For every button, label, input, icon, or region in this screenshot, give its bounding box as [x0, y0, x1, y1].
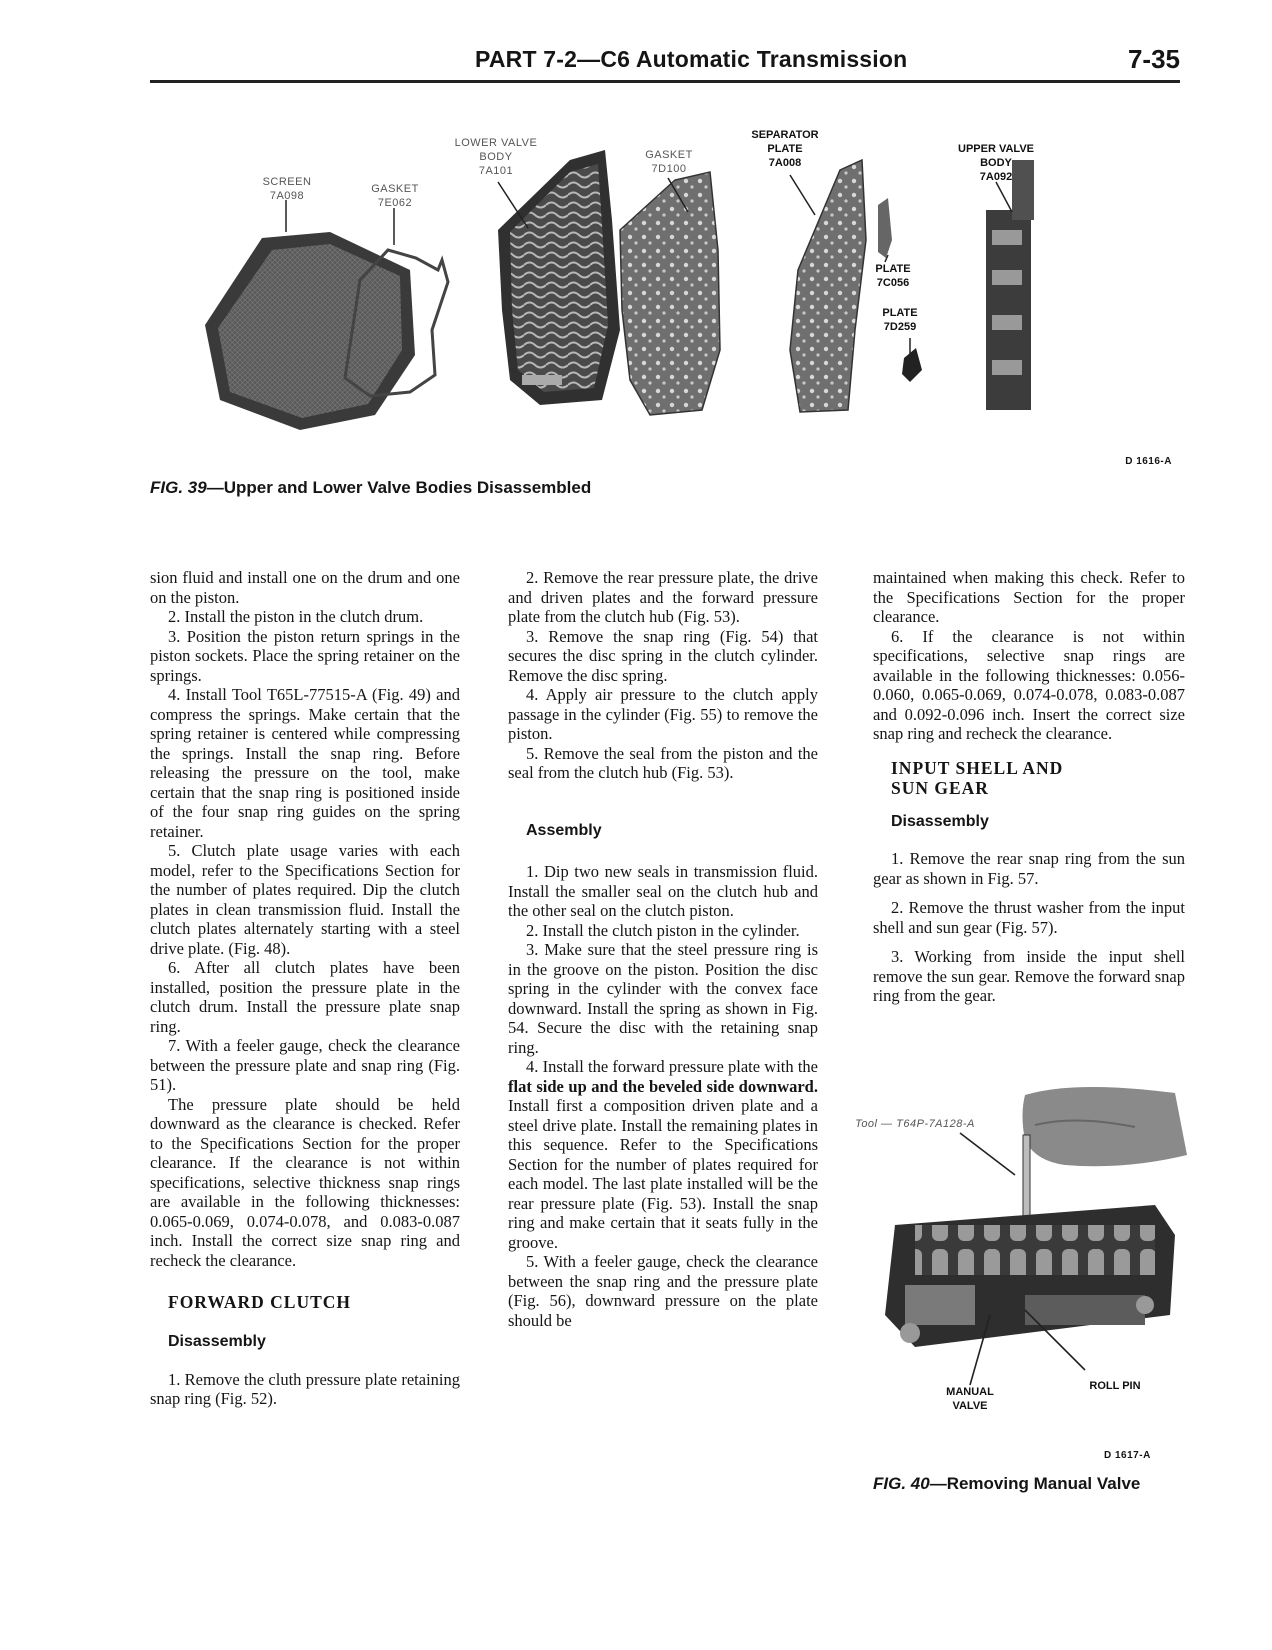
paragraph: 5. Clutch plate usage varies with each model, refer to the Specifications Section for the number of plates required. Dip the clutch plates in clean transmission fluid. Install the clutch plates alternately starting with a steel drive plate. (Fig. 48). [150, 841, 460, 958]
emphasis-text: flat side up and the beveled side downward. [508, 1076, 818, 1096]
figure-40-number: D 1617-A [1104, 1450, 1151, 1461]
paragraph: 3. Remove the snap ring (Fig. 54) that secures the disc spring in the clutch cylinder. Remove the disc spring. [508, 626, 818, 685]
subsection-heading-disassembly: Disassembly [168, 1333, 266, 1350]
paragraph-text: Install first a composition driven plate and a steel drive plate. Install the remaining plates in this sequence. Refer to the Specifications Section for the number of plates required for each model. The last plate installed will be the rear pressure plate (Fig. 53). Install the snap ring and make certain that it seats fully in the groove. [508, 1096, 818, 1252]
figure-39-caption-text: —Upper and Lower Valve Bodies Disassembled [206, 478, 592, 497]
paragraph: maintained when making this check. Refer to the Specifications Section for the proper clearance. [873, 568, 1185, 626]
paragraph: 3. Working from inside the input shell remove the sun gear. Remove the forward snap ring from the gear. [873, 947, 1185, 1005]
paragraph: 5. Remove the seal from the piston and the seal from the clutch hub (Fig. 53). [508, 743, 818, 782]
label-gasket-7d100: GASKET 7D100 [645, 149, 693, 175]
paragraph [508, 1057, 818, 1252]
paragraph: 3. Make sure that the steel pressure ring is in the groove on the piston. Position the disc spring in the cylinder with the convex face downward. Install the spring as shown in Fig. 54. Secure the disc with the retaining snap ring. [508, 940, 818, 1057]
paragraph: 2. Install the clutch piston in the cylinder. [526, 920, 800, 940]
paragraph: 4. Install Tool T65L-77515-A (Fig. 49) and compress the springs. Make certain that the spring retainer is centered while compressing the springs. Install the snap ring. Before releasing the pressure on the tool, make certain that the snap ring is positioned inside of the four snap ring guides on the spring retainer. [150, 685, 460, 841]
label-gasket-7e062: GASKET 7E062 [371, 183, 419, 209]
label-plate-7d259: PLATE 7D259 [882, 307, 918, 333]
page-header [150, 44, 1180, 83]
label-tool: Tool — T64P-7A128-A [855, 1118, 975, 1130]
paragraph: 1. Remove the rear snap ring from the sun gear as shown in Fig. 57. [873, 849, 1185, 888]
subsection-heading-assembly: Assembly [526, 821, 602, 839]
plate-7d259-part [902, 348, 922, 382]
paragraph: 6. If the clearance is not within specifications, selective snap rings are available in the following thicknesses: 0.056-0.060, 0.065-0.069, 0.074-0.078, 0.083-0.087 and 0.092-0.096 inch. Insert the correct size snap ring and recheck the clearance. [873, 626, 1185, 743]
figure-39-caption-fig: FIG. 39 [150, 478, 207, 497]
lower-valve-body-part [498, 150, 620, 405]
upper-valve-body-part [986, 160, 1034, 410]
paragraph-text: 4. Install the forward pressure plate with the [526, 1057, 818, 1076]
section-heading-input-shell: INPUT SHELL AND SUN GEAR [891, 757, 1064, 798]
paragraph: 2. Remove the thrust washer from the input shell and sun gear (Fig. 57). [873, 898, 1185, 937]
paragraph: 6. After all clutch plates have been installed, position the pressure plate in the clutch drum. Install the pressure plate snap ring. [150, 958, 460, 1036]
paragraph: 3. Position the piston return springs in the piston sockets. Place the spring retainer on the springs. [150, 626, 460, 685]
separator-plate-part [790, 160, 866, 412]
paragraph: 2. Remove the rear pressure plate, the drive and driven plates and the forward pressure plate from the clutch hub (Fig. 53). [508, 568, 818, 626]
column-2 [508, 568, 818, 1330]
paragraph: 7. With a feeler gauge, check the clearance between the pressure plate and snap ring (Fig. 51). [150, 1036, 460, 1094]
column-3 [873, 568, 1185, 1006]
paragraph: 4. Apply air pressure to the clutch apply passage in the cylinder (Fig. 55) to remove the piston. [508, 685, 818, 743]
paragraph: 2. Install the piston in the clutch drum. [168, 607, 424, 626]
screen-part [205, 232, 415, 430]
paragraph: The pressure plate should be held downward as the clearance is checked. Refer to the Specifications Section for the proper clearance. If the clearance is not within specifications, selective thickness snap rings are available in the following thicknesses: 0.065-0.069, 0.074-0.078, and 0.083-0.087 inch. Install the correct size snap ring and recheck the clearance. [150, 1094, 460, 1270]
figure-40-caption [873, 1474, 1140, 1494]
label-plate-7c056: PLATE 7C056 [875, 263, 911, 289]
column-1 [150, 568, 460, 1409]
section-heading-forward-clutch: FORWARD CLUTCH [168, 1292, 352, 1312]
label-screen: SCREEN 7A098 [262, 176, 312, 202]
plate-7c056-part [878, 198, 892, 258]
paragraph: sion fluid and install one on the drum and one on the piston. [150, 568, 460, 607]
figure-39-caption [150, 478, 591, 498]
figure-40-caption-text: —Removing Manual Valve [929, 1474, 1141, 1493]
paragraph: 1. Dip two new seals in transmission fluid. Install the smaller seal on the clutch hub and the other seal on the clutch piston. [508, 862, 818, 920]
figure-39 [150, 120, 1180, 500]
label-upper-valve-body: UPPER VALVE BODY 7A092 [958, 143, 1034, 183]
figure-40 [855, 1085, 1195, 1435]
label-lower-valve-body: LOWER VALVE BODY 7A101 [454, 137, 538, 177]
gasket-7d100-part [620, 172, 720, 415]
label-separator-plate: SEPARATOR PLATE 7A008 [751, 129, 819, 169]
paragraph: 5. With a feeler gauge, check the clearance between the snap ring and the pressure plate (Fig. 56), downward pressure on the plate should be [508, 1252, 818, 1330]
figure-39-number: D 1616-A [1125, 456, 1172, 467]
page-number: 7-35 [1127, 44, 1180, 74]
valve-body-part [885, 1205, 1175, 1347]
label-manual-valve: MANUAL VALVE [946, 1386, 994, 1412]
figure-40-caption-fig: FIG. 40 [873, 1474, 930, 1493]
paragraph: 1. Remove the cluth pressure plate retaining snap ring (Fig. 52). [150, 1369, 460, 1408]
hand-part [1023, 1087, 1188, 1166]
header-title: PART 7-2—C6 Automatic Transmission [475, 46, 908, 72]
label-roll-pin: ROLL PIN [1089, 1380, 1141, 1392]
subsection-heading-disassembly: Disassembly [891, 812, 989, 830]
